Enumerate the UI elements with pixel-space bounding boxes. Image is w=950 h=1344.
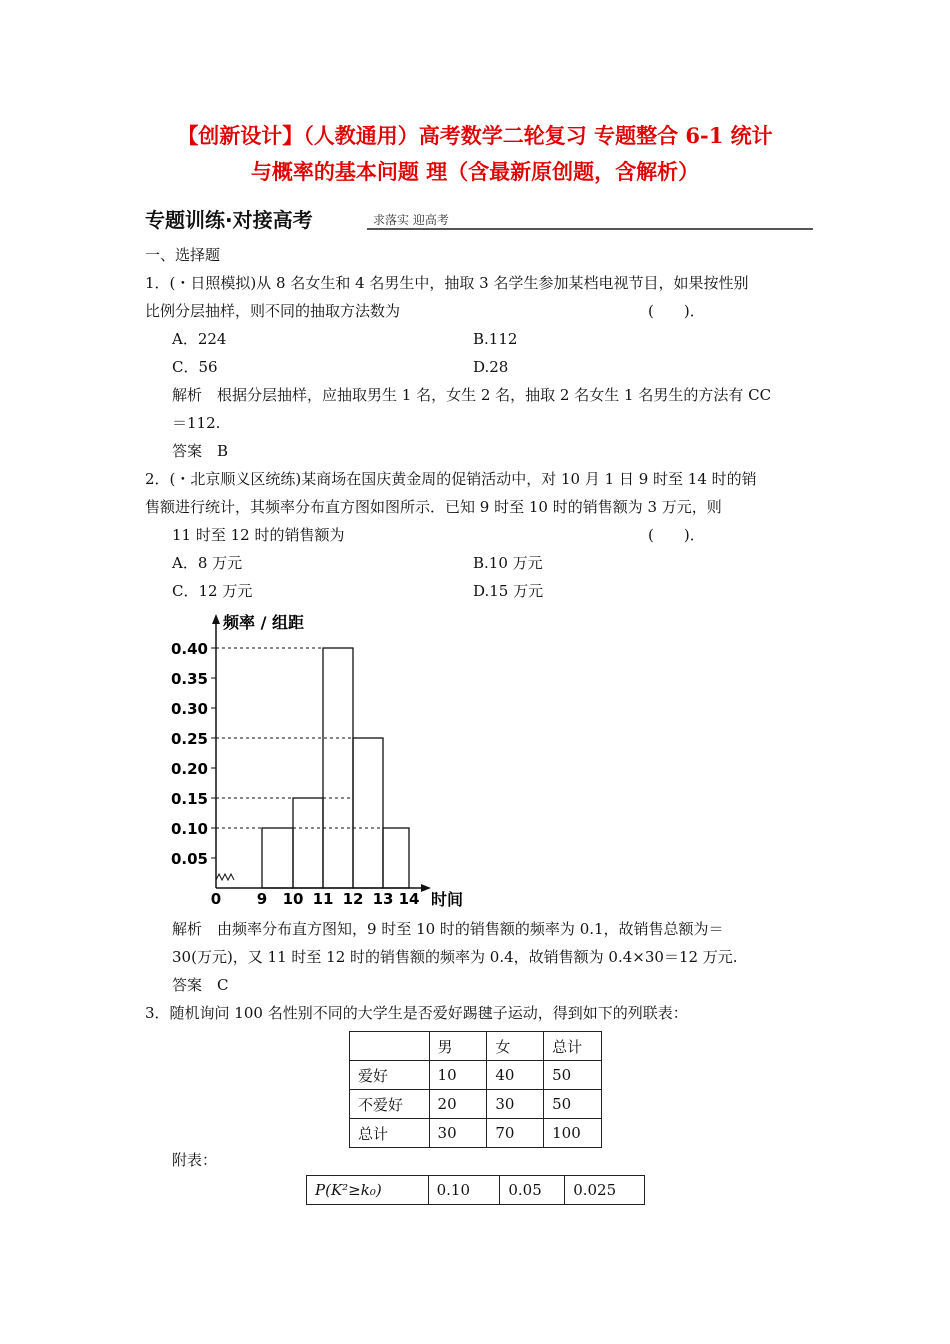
table-cell: 女 bbox=[487, 1032, 544, 1061]
x-tick-label: 0 bbox=[210, 890, 222, 908]
table-row bbox=[350, 1032, 602, 1061]
x-tick-label: 11 bbox=[312, 890, 334, 908]
q3-line1: 3．随机询问 100 名性别不同的大学生是否爱好踢毽子运动，得到如下的列联表： bbox=[145, 1004, 688, 1022]
q2-solution-line2: 30(万元)，又 11 时至 12 时的销售额的频率为 0.4，故销售额为 0.4×30＝12 万元. bbox=[172, 948, 738, 966]
x-tick-label: 12 bbox=[342, 890, 364, 908]
y-tick-label: 0.35 bbox=[170, 670, 208, 688]
q2-line1: 2．(・北京顺义区统练)某商场在国庆黄金周的促销活动中，对 10 月 1 日 9 时至 14 时的销 bbox=[145, 470, 757, 488]
table-cell: 爱好 bbox=[350, 1061, 430, 1090]
doc-title-line2: 与概率的基本问题 理（含最新原创题，含解析） bbox=[250, 159, 700, 184]
q1-option-d: D.28 bbox=[473, 358, 509, 376]
x-axis-label: 时间 bbox=[431, 890, 464, 909]
q1-option-b: B.112 bbox=[473, 330, 518, 348]
q2-answer-paren: ( )． bbox=[648, 526, 705, 544]
histogram-bar bbox=[293, 798, 323, 888]
x-axis-arrow bbox=[421, 884, 431, 892]
contingency-table bbox=[349, 1031, 602, 1148]
doc-title-line1: 【创新设计】（人教通用）高考数学二轮复习 专题整合 6-1 统计 bbox=[177, 123, 773, 148]
y-tick-label: 0.10 bbox=[170, 820, 208, 838]
q2-option-d: D.15 万元 bbox=[473, 582, 544, 600]
table-row bbox=[350, 1119, 602, 1148]
q1-solution-line2: ＝112. bbox=[172, 414, 221, 432]
table-cell: 30 bbox=[429, 1119, 487, 1148]
banner-sub: 求落实 迎高考 bbox=[373, 213, 449, 227]
table-cell: 10 bbox=[429, 1061, 487, 1090]
y-tick-label: 0.20 bbox=[170, 760, 208, 778]
y-tick-label: 0.40 bbox=[170, 640, 208, 658]
banner-rule bbox=[367, 228, 813, 230]
y-tick-label: 0.15 bbox=[170, 790, 208, 808]
critical-value-table bbox=[306, 1175, 645, 1205]
table-cell: 不爱好 bbox=[350, 1090, 430, 1119]
q2-option-c: C．12 万元 bbox=[172, 582, 253, 600]
q2-line2: 售额进行统计，其频率分布直方图如图所示．已知 9 时至 10 时的销售额为 3 万元，则 bbox=[145, 498, 722, 516]
y-tick-label: 0.05 bbox=[170, 850, 208, 868]
table-cell: 50 bbox=[544, 1090, 602, 1119]
table-cell: 70 bbox=[487, 1119, 544, 1148]
q2-option-a: A．8 万元 bbox=[172, 554, 243, 572]
table-cell: 100 bbox=[544, 1119, 602, 1148]
q1-option-a: A．224 bbox=[172, 330, 227, 348]
q2-option-b: B.10 万元 bbox=[473, 554, 543, 572]
x-tick-label: 9 bbox=[256, 890, 268, 908]
axis-break-zigzag bbox=[216, 874, 234, 880]
table-cell: 30 bbox=[487, 1090, 544, 1119]
q2-solution-line1: 解析 由频率分布直方图知，9 时至 10 时的销售额的频率为 0.1，故销售总额为＝ bbox=[172, 920, 724, 938]
banner-main: 专题训练·对接高考 bbox=[145, 208, 313, 232]
q1-option-c: C．56 bbox=[172, 358, 218, 376]
histogram-bar bbox=[383, 828, 409, 888]
x-tick-label: 10 bbox=[282, 890, 304, 908]
table-row bbox=[350, 1090, 602, 1119]
q1-solution-line1: 解析 根据分层抽样，应抽取男生 1 名，女生 2 名，抽取 2 名女生 1 名男生的方法有 CC bbox=[172, 386, 772, 404]
x-tick-label: 14 bbox=[398, 890, 420, 908]
q1-line1: 1．(・日照模拟)从 8 名女生和 4 名男生中，抽取 3 名学生参加某档电视节目，如果按性别 bbox=[145, 274, 749, 292]
table-cell: 50 bbox=[544, 1061, 602, 1090]
table-cell: P(K²≥k₀) bbox=[307, 1176, 429, 1205]
histogram-bar bbox=[262, 828, 293, 888]
histogram-bar bbox=[323, 648, 353, 888]
y-axis-arrow bbox=[212, 614, 220, 624]
q1-answer-paren: ( )． bbox=[648, 302, 705, 320]
table-cell: 0.05 bbox=[500, 1176, 565, 1205]
table-cell bbox=[350, 1032, 430, 1061]
y-axis-label: 频率 / 组距 bbox=[223, 613, 304, 632]
frequency-histogram bbox=[165, 608, 475, 913]
table-cell: 总计 bbox=[350, 1119, 430, 1148]
q2-answer: 答案 C bbox=[172, 976, 229, 994]
table-cell: 0.025 bbox=[565, 1176, 645, 1205]
y-tick-label: 0.30 bbox=[170, 700, 208, 718]
x-tick-label: 13 bbox=[372, 890, 394, 908]
y-tick-label: 0.25 bbox=[170, 730, 208, 748]
table-cell: 总计 bbox=[544, 1032, 602, 1061]
table-row bbox=[350, 1061, 602, 1090]
q2-line3: 11 时至 12 时的销售额为 bbox=[172, 526, 345, 544]
table-row bbox=[307, 1176, 645, 1205]
q1-answer: 答案 B bbox=[172, 442, 229, 460]
table-cell: 40 bbox=[487, 1061, 544, 1090]
table-cell: 0.10 bbox=[428, 1176, 500, 1205]
histogram-bar bbox=[353, 738, 383, 888]
table-cell: 20 bbox=[429, 1090, 487, 1119]
section-banner bbox=[145, 204, 813, 230]
table-cell: 男 bbox=[429, 1032, 487, 1061]
q1-line2: 比例分层抽样，则不同的抽取方法数为 bbox=[145, 302, 401, 320]
appendix-label: 附表： bbox=[172, 1151, 218, 1169]
section-heading: 一、选择题 bbox=[145, 246, 221, 264]
